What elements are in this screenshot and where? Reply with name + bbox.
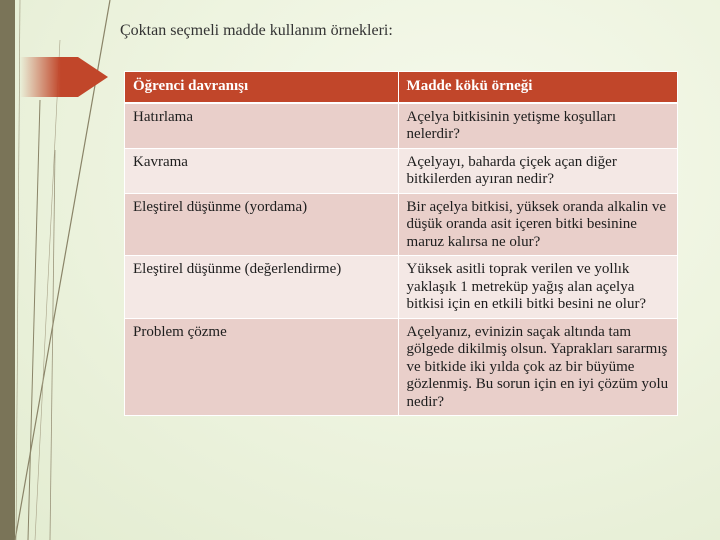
- stem-cell: Açelya bitkisinin yetişme koşulları nelerdir?: [398, 103, 677, 149]
- title-arrow-tail: [20, 57, 78, 97]
- slide-title: Çoktan seçmeli madde kullanım örnekleri:: [120, 22, 393, 39]
- stem-cell: Açelyanız, evinizin saçak altında tam gölgede dikilmiş olsun. Yaprakları sararmış ve bitkide iki yılda çok az bir büyüme gözlenmiş. Bu sorun için en iyi çözüm yolu nedir?: [398, 318, 677, 416]
- table-header-row: [125, 72, 678, 103]
- examples-table: [124, 71, 678, 416]
- table-row: [125, 318, 678, 416]
- behavior-cell: Kavrama: [125, 148, 399, 193]
- table-row: [125, 103, 678, 149]
- stem-cell: Bir açelya bitkisi, yüksek oranda alkalin ve düşük oranda asit içeren bitki besinine maruz kalırsa ne olur?: [398, 193, 677, 256]
- table-row: [125, 193, 678, 256]
- behavior-cell: Eleştirel düşünme (yordama): [125, 193, 399, 256]
- table-row: [125, 148, 678, 193]
- header-student-behavior: Öğrenci davranışı: [125, 72, 399, 103]
- table-row: [125, 256, 678, 319]
- stem-cell: Açelyayı, baharda çiçek açan diğer bitkilerden ayıran nedir?: [398, 148, 677, 193]
- header-item-stem-example: Madde kökü örneği: [398, 72, 677, 103]
- title-arrow-icon: [78, 57, 108, 97]
- stem-cell: Yüksek asitli toprak verilen ve yollık yaklaşık 1 metreküp yağış alan açelya bitkisi için en etkili bitki besini ne olur?: [398, 256, 677, 319]
- behavior-cell: Eleştirel düşünme (değerlendirme): [125, 256, 399, 319]
- behavior-cell: Hatırlama: [125, 103, 399, 149]
- behavior-cell: Problem çözme: [125, 318, 399, 416]
